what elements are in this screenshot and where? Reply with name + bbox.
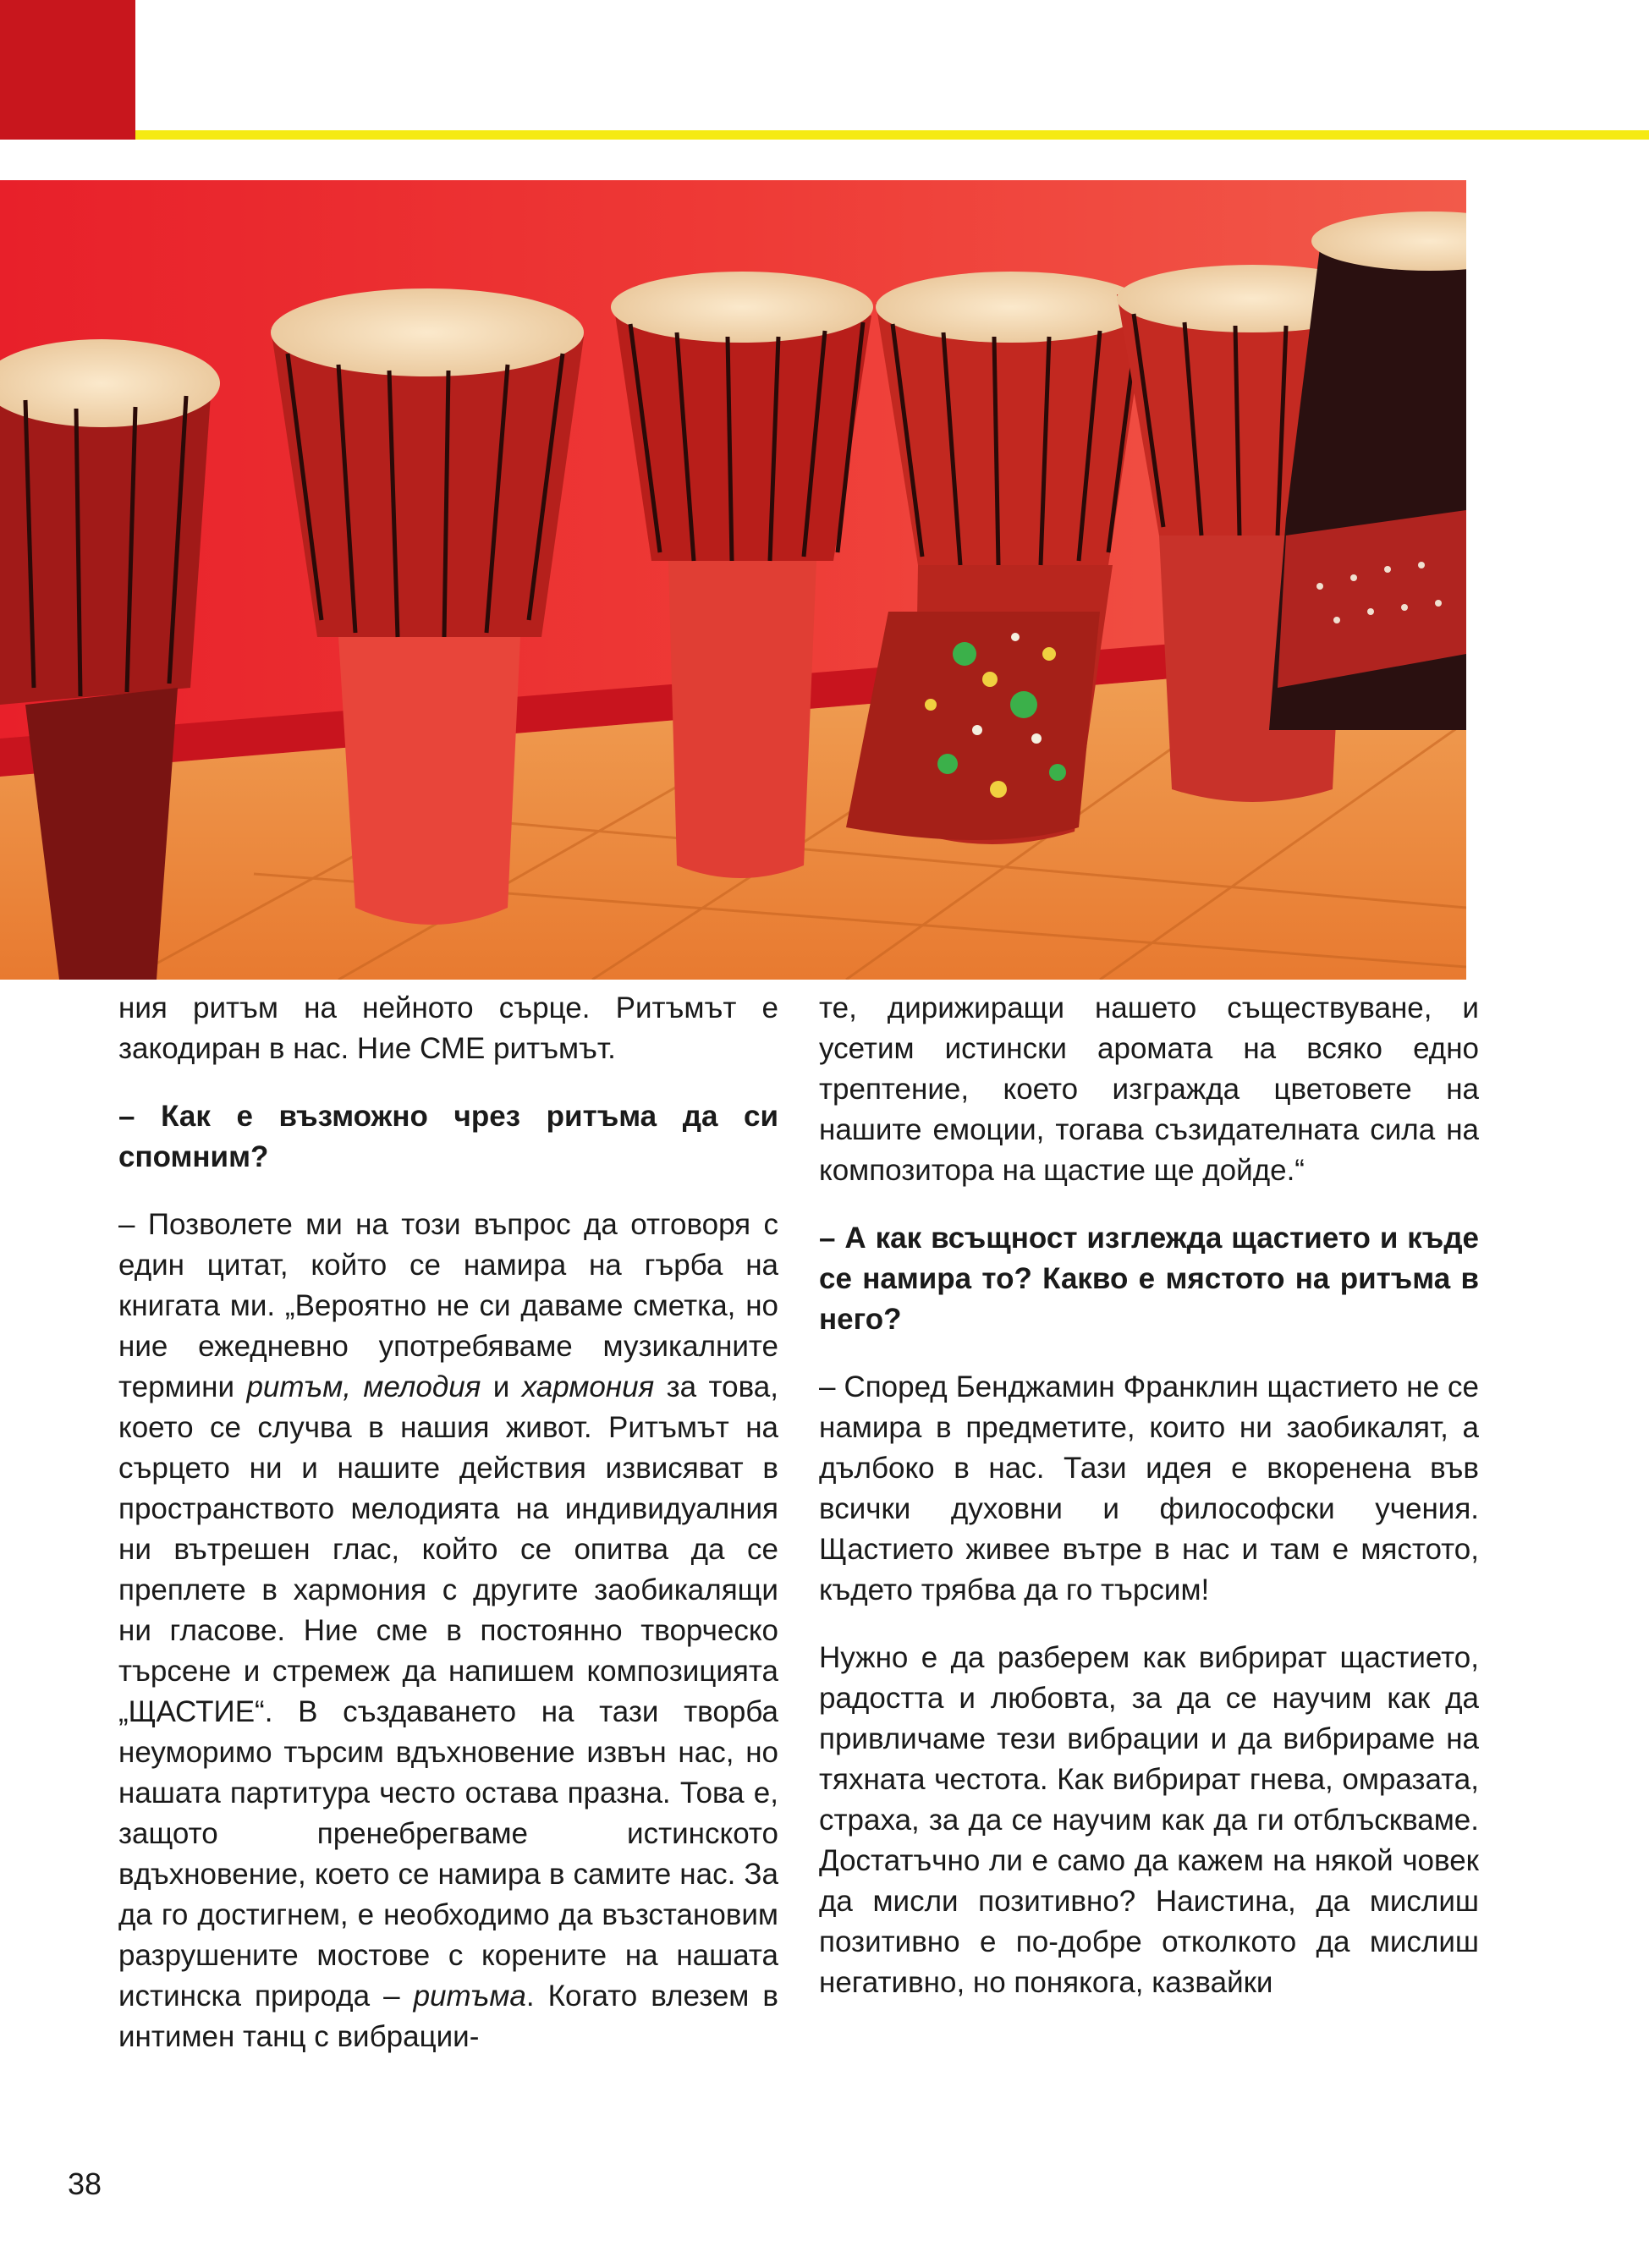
paragraph-text: и	[481, 1370, 522, 1403]
question-text: – Как е възможно чрез ритъма да си спомним?	[118, 1100, 778, 1173]
paragraph	[819, 988, 1479, 1191]
paragraph-text: . Когато влезем в интимен танц с вибрации-	[118, 1980, 778, 2053]
paragraph-text: за това, което се случва в нашия живот. Ритъмът на сърцето ни и нашите действия извисяват в пространството мелодията на индивидуалния ни вътрешен глас, който се опитва да се преплете в хармония с другите заобикалящи ни гласове. Ние сме в постоянно творческо търсене и стремеж да напишем композицията „ЩАСТИЕ“. В създаването на тази творба неуморимо търсим вдъхновение извън нас, но нашата партитура често остава празна. Това е, защото пренебрегваме истинското вдъхновение, което се намира в самите нас. За да го достигнем, е необходимо да възстановим разрушените мостове с корените на нашата истинска природа –	[118, 1370, 778, 2013]
italic-term: хармония	[521, 1370, 655, 1403]
paragraph-text: – Според Бенджамин Франклин щастието не се намира в предметите, които ни заобикалят, а дълбоко в нас. Тази идея е вкоренена във всички духовни и философски учения. Щастието живее вътре в нас и там е мястото, където трябва да го търсим!	[819, 1370, 1479, 1606]
paragraph	[819, 1638, 1479, 2003]
italic-term: ритъма	[413, 1980, 526, 2013]
paragraph-text: Нужно е да разберем как вибрират щастието, радостта и любовта, за да се научим как да привличаме тези вибрации и да вибрираме на тяхната честота. Как вибрират гнева, омразата, страха, за да се научим как да ги отблъскваме. Достатъчно ли е само да кажем на някой човек да мисли позитивно? Наистина, да мислиш позитивно е по-добре отколкото да мислиш негативно, но понякога, казвайки	[819, 1641, 1479, 1999]
left-column	[118, 988, 778, 2057]
paragraph-text: ния ритъм на нейното сърце. Ритъмът е закодиран в нас. Ние СМЕ ритъмът.	[118, 991, 778, 1065]
paragraph	[118, 988, 778, 1069]
paragraph	[118, 1205, 778, 2057]
paragraph-text: те, дирижиращи нашето съществуване, и усетим истински аромата на всяко едно трептение, което изгражда цветовете на нашите емоции, тогава съзидателната сила на композитора на щастие ще дойде.“	[819, 991, 1479, 1187]
interview-question	[118, 1096, 778, 1178]
page-number: 38	[68, 2166, 102, 2201]
interview-question	[819, 1218, 1479, 1340]
header-yellow-rule	[135, 130, 1649, 140]
italic-terms: ритъм, мелодия	[246, 1370, 481, 1403]
djembe-drums-photo	[0, 180, 1466, 980]
header-red-block	[0, 0, 135, 140]
paragraph	[819, 1367, 1479, 1611]
paragraph-text: – Позволете ми на този въпрос да отговоря с един цитат, който се намира на гърба на книгата ми. „Вероятно не си даваме сметка, но ние ежедневно употребяваме музикалните термини	[118, 1208, 778, 1403]
question-text: – А как всъщност изглежда щастието и къде се намира то? Какво е мястото на ритъма в него?	[819, 1222, 1479, 1336]
right-column	[819, 988, 1479, 2003]
